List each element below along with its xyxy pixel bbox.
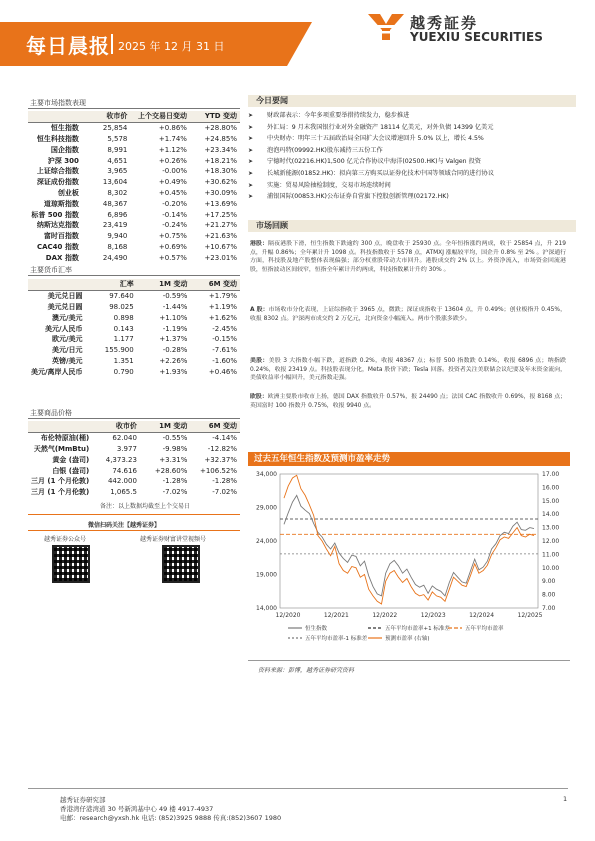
row-label: 道琼斯指数 [43,199,79,208]
y-right-tick: 11.00 [542,551,560,559]
x-tick: 12/2025 [517,612,543,619]
cell-chg: +0.57% [158,253,187,262]
table-row [28,476,240,487]
cell-m1: +1.93% [159,367,188,376]
y-right-tick: 13.00 [542,524,560,532]
cell-chg: +0.75% [158,232,187,241]
cell-ytd: +10.67% [204,242,237,251]
series-line [284,475,534,604]
commodities-header-row [28,421,240,432]
cell-m6: -2.45% [212,324,237,333]
cell-m1: +3.31% [159,455,188,464]
table-row [28,444,240,455]
cell-chg: +0.86% [158,124,187,133]
cell-m1: -9.98% [162,444,188,453]
y-right-tick: 14.00 [542,511,560,519]
news-item[interactable]: ➤ 泡泡玛特(09992.HK)股东减持三五份工作 [248,145,570,157]
review-paragraph [250,240,566,302]
row-label: 富时百指数 [43,232,79,241]
cell-ytd: +13.69% [204,199,237,208]
cell-v: 0.790 [113,367,134,376]
y-right-tick: 7.00 [542,605,556,612]
review-header: 市场回顾 [248,220,576,232]
chart-title: 过去五年恒生指数及预测市盈率走势 [248,452,570,466]
review-paragraph [250,357,566,391]
x-tick: 12/2024 [469,612,495,619]
footer-contact: 电邮：research@yxsh.hk 电话: (852)3925 9888 传真:(852)3607 1980 [60,814,282,822]
cell-v: 74.616 [112,466,137,475]
row-label: 白银 (盎司) [52,466,90,475]
col-header: 6M 变动 [190,421,240,432]
table-row [28,209,240,220]
cell-chg: +0.69% [158,242,187,251]
paragraph-text: 欧洲主要股市收市上扬，德国 DAX 指数收升 0.57%，报 24490 点；法国 CAC 指数收升 0.69%，报 8168 点；英国富时 100 指数升 0.75%，收报 9940 点。 [250,394,566,409]
commodities-table [28,421,240,498]
cell-v: 0.898 [113,313,134,322]
cell-close: 4,651 [107,156,128,165]
footer-divider [28,788,568,789]
fx-divider [28,275,240,276]
x-tick: 12/2022 [372,612,398,619]
report-title: 每日晨报 [26,34,110,58]
markets-header-row [28,111,240,122]
legend-label: 恒生指数 [305,626,328,632]
cell-v: 1.351 [113,356,134,365]
y-right-tick: 15.00 [542,497,560,505]
cell-close: 13,604 [102,178,128,187]
cell-v: 98.025 [109,302,134,311]
cell-m6: -0.15% [212,335,237,344]
cell-chg: -0.14% [162,210,187,219]
markets-section-title: 主要市场指数表现 [30,99,86,107]
x-tick: 12/2021 [323,612,349,619]
table-row [28,134,240,145]
qr-caption-video: 越秀证券财富讲堂视频号 [140,536,207,543]
fx-header-row [28,279,240,290]
cell-m1: -0.59% [162,292,188,301]
row-label: CAC40 指数 [36,242,79,251]
cell-m1: -0.28% [162,346,188,355]
table-row [28,252,240,263]
cell-chg: +0.26% [158,156,187,165]
cell-ytd: +28.80% [204,124,237,133]
cell-m6: +1.79% [208,292,237,301]
cell-v: 155.900 [104,346,134,355]
cell-close: 3,965 [107,167,128,176]
cell-m6: +32.37% [204,455,237,464]
wechat-divider [28,514,240,515]
col-header: 6M 变动 [190,279,240,290]
cell-ytd: +18.21% [204,156,237,165]
cell-chg: +1.12% [158,145,187,154]
cell-close: 8,991 [107,145,128,154]
table-row [28,454,240,465]
cell-v: 0.143 [113,324,134,333]
cell-v: 62.040 [112,434,137,443]
cell-m1: +1.10% [159,313,188,322]
markets-table [28,111,240,263]
cell-close: 23,419 [102,221,128,230]
cell-m6: -7.61% [212,346,237,355]
cell-m1: -1.19% [162,324,188,333]
table-row [28,356,240,367]
row-label: 欧元/美元 [52,335,83,344]
cell-chg: +1.74% [158,134,187,143]
row-label: 标普 500 指数 [31,210,79,219]
cell-m6: +1.19% [208,302,237,311]
row-label: 黄金 (盎司) [52,455,90,464]
source-divider [248,660,570,661]
fx-section-title: 主要货币汇率 [30,266,72,274]
col-header: 收市价 [92,421,140,432]
cell-v: 442.000 [107,477,137,486]
news-header: 今日要闻 [248,95,576,107]
data-note: 备注：以上数据均截至上个交易日 [100,503,191,510]
news-item[interactable]: ➤ 实施：贸易风险抽检制度，交易市场连续时间 [248,180,570,192]
cell-close: 8,302 [107,188,128,197]
cell-ytd: +21.27% [204,221,237,230]
cell-close: 24,490 [102,253,128,262]
x-tick: 12/2020 [275,612,301,619]
news-item[interactable]: ➤ 中央财办：明年三十五届政治局全国扩大会议增速回升 5.0% 以上，增长 4.5% [248,133,570,145]
cell-close: 25,854 [102,124,128,133]
paragraph-lead: A 股： [250,307,269,313]
paragraph-lead: 美股： [250,358,269,364]
cell-ytd: +21.63% [204,232,237,241]
x-tick: 12/2023 [420,612,446,619]
cell-m6: +106.52% [199,466,237,475]
row-label: 天然气(MmBtu) [33,444,90,453]
cell-chg: +0.45% [158,188,187,197]
row-label: 美元/人民币 [45,324,83,333]
table-row [28,487,240,498]
paragraph-lead: 欧股： [250,394,268,400]
y-right-tick: 8.00 [542,591,556,599]
cell-m1: -7.02% [162,488,188,497]
cell-ytd: +23.34% [204,145,237,154]
row-label: 三月 (1 个月伦敦) [31,477,90,486]
title-divider [111,34,113,54]
wechat-title: 微信扫码关注【越秀证券】 [88,522,161,529]
legend-label: 五年平均市盈率 [465,626,504,632]
row-label: 布伦特原油(桶) [40,434,90,443]
cell-chg: -0.24% [162,221,187,230]
chart-source: 资料来源：彭博，越秀证券研究资料 [258,667,355,674]
row-label: 恒生科技指数 [36,134,79,143]
paragraph-text: 市场收市分化表现，上证综指收于 3965 点，微跌；深证成指收于 13604 点，升 0.49%；创业板指升 0.45%，收报 8302 点。沪深两市成交约 2 万亿元，北向资金小幅流入。两市个股涨多跌少。 [250,307,566,322]
cell-close: 8,168 [107,242,128,251]
y-left-tick: 24,000 [256,538,277,545]
y-right-tick: 17.00 [542,471,560,478]
paragraph-lead: 港股： [250,241,269,247]
news-item[interactable]: ➤ 浦银国际(00853.HK)公布证券自营旗下控股创新管理(02172.HK) [248,191,570,203]
table-row [28,334,240,345]
wechat-divider-bottom [28,530,240,531]
news-list [248,110,570,203]
row-label: 美元兑日圆 [47,292,83,301]
col-header: 收市价 [82,111,131,122]
yuexiu-logo-icon [366,12,406,42]
table-row [28,220,240,231]
table-row [28,122,240,133]
report-date: 2025 年 12 月 31 日 [118,40,225,53]
qr-code-official[interactable] [52,545,90,583]
commodities-divider [28,418,240,419]
cell-ytd: +24.85% [204,134,237,143]
y-left-tick: 29,000 [256,504,277,512]
review-paragraph [250,306,566,354]
cell-close: 6,896 [107,210,128,219]
legend-label: 五年平均市盈率+1 标准差 [385,626,450,632]
y-left-tick: 14,000 [256,605,277,612]
col-header: YTD 变动 [190,111,240,122]
row-label: 创业板 [57,188,79,197]
table-row [28,155,240,166]
markets-divider [28,108,240,109]
cell-m1: -0.55% [162,434,188,443]
cell-v: 97.640 [109,292,134,301]
y-right-tick: 12.00 [542,538,560,545]
legend-label: 五年平均市盈率-1 标准差 [305,636,368,642]
review-paragraph [250,393,566,447]
table-row [28,242,240,253]
cell-ytd: +30.09% [204,188,237,197]
y-right-tick: 9.00 [542,578,556,586]
cell-m1: -1.44% [162,302,188,311]
row-label: 国企指数 [50,145,79,154]
qr-caption-official: 越秀证券公众号 [44,536,87,543]
y-right-tick: 10.00 [542,564,560,572]
cell-m6: -1.28% [212,477,237,486]
table-row [28,465,240,476]
col-header: 上个交易日变动 [130,111,190,122]
legend-label: 预测市盈率 (右轴) [385,636,430,642]
footer-dept: 越秀证券研究部 [60,796,106,804]
cell-chg: -0.00% [162,167,187,176]
col-header: 汇率 [86,279,137,290]
commodities-section-title: 主要商品价格 [30,409,72,417]
table-row [28,144,240,155]
fx-table [28,279,240,377]
cell-ytd: +18.30% [204,167,237,176]
cell-close: 5,578 [107,134,128,143]
y-left-tick: 19,000 [256,571,277,579]
row-label: 美元兑日圆 [47,302,83,311]
row-label: 上证综合指数 [36,167,79,176]
cell-m1: -1.28% [162,477,188,486]
table-row [28,198,240,209]
row-label: 深证成份指数 [36,178,79,187]
cell-v: 4,373.23 [105,455,137,464]
table-row [28,323,240,334]
y-left-tick: 34,000 [256,471,277,478]
paragraph-text: 隔夜港股下滑，恒生指数下跌逾约 300 点，晚盘收于 25930 点。全年恒指涨约两成，收于 25854 点，升 219 点，升幅 0.86%；全年累计升 1098 点。科技指数收于 5578 点，ATMXJ 涨幅较平均，国企升 0.8% 至 2% 。沪深通行方面，科技股及地产股整体表现偏强；部分权重股带动大市回升。港股成交约 2% 以上。外资净流入，市场资金回流港股，恒指波动区间较窄，恒指全年累计升约两成，科技指数累计升约 30% 。 [250,241,566,273]
col-header: 1M 变动 [137,279,191,290]
cell-m6: -7.02% [212,488,237,497]
row-label: 英镑/美元 [52,356,83,365]
cell-ytd: +17.25% [204,210,237,219]
row-label: 纳斯达克指数 [36,221,79,230]
cell-close: 9,940 [107,232,128,241]
paragraph-text: 美股 3 大指数小幅下跌，道指跌 0.2%，收报 48367 点；标普 500 指数跌 0.14%，收报 6896 点；纳指跌 0.24%，收报 23419 点。科技股表现分化，Meta 股价下跌；Tesla 回落。投资者关注美联储会议纪要及年末资金流向，美债收益率小幅回升，美元指数走强。 [250,358,566,382]
cell-chg: -0.20% [162,199,187,208]
table-row [28,166,240,177]
cell-m6: +0.46% [208,367,237,376]
news-item[interactable]: ➤ 长城新能源(01852.HK)：拟向第三方购买以证券化技术中国等领域合同的进行协议 [248,168,570,180]
cell-m6: -1.60% [212,356,237,365]
y-right-tick: 16.00 [542,484,560,492]
table-row [28,312,240,323]
row-label: 三月 (1 个月伦敦) [31,488,90,497]
row-label: DAX 指数 [45,253,79,262]
table-row [28,188,240,199]
news-item[interactable]: ➤ 外汇局：9 月末我国银行业对外金融资产 18114 亿美元，对外负债 14399 亿美元 [248,122,570,134]
page-number: 1 [563,795,568,803]
cell-m1: +1.37% [159,335,188,344]
row-label: 美元/日元 [52,346,83,355]
hsi-pe-chart [248,468,570,648]
table-row [28,302,240,313]
table-row [28,366,240,377]
qr-code-video[interactable] [162,545,200,583]
row-label: 美元/离岸人民币 [31,367,83,376]
cell-v: 3.977 [116,444,137,453]
cell-ytd: +23.01% [204,253,237,262]
cell-v: 1.177 [113,335,134,344]
footer-address: 香港湾仔港湾道 30 号新鸿基中心 49 楼 4917-4937 [60,805,214,813]
table-row [28,177,240,188]
row-label: 澳元/美元 [52,313,83,322]
table-row [28,290,240,301]
col-header: 1M 变动 [140,421,190,432]
row-label: 恒生指数 [50,124,79,133]
table-row [28,345,240,356]
cell-v: 1,065.5 [110,488,137,497]
cell-m6: +1.62% [208,313,237,322]
cell-m6: -4.14% [212,434,237,443]
row-label: 沪深 300 [47,156,79,165]
brand-name-cn: 越秀証券 [410,14,479,32]
news-item[interactable]: ➤ 财政部表示：今年多项重要举措持续发力，稳步推进 [248,110,570,122]
brand-name-en: YUEXIU SECURITIES [410,30,543,44]
table-row [28,432,240,443]
news-item[interactable]: ➤ 宁德时代(02216.HK)1,500 亿元合作协议中海洋(02500.HK)与 Valgen 投资 [248,156,570,168]
cell-m6: -12.82% [207,444,237,453]
cell-ytd: +30.62% [204,178,237,187]
cell-m1: +2.26% [159,356,188,365]
cell-chg: +0.49% [158,178,187,187]
cell-close: 48,367 [102,199,128,208]
table-row [28,231,240,242]
cell-m1: +28.60% [154,466,188,475]
